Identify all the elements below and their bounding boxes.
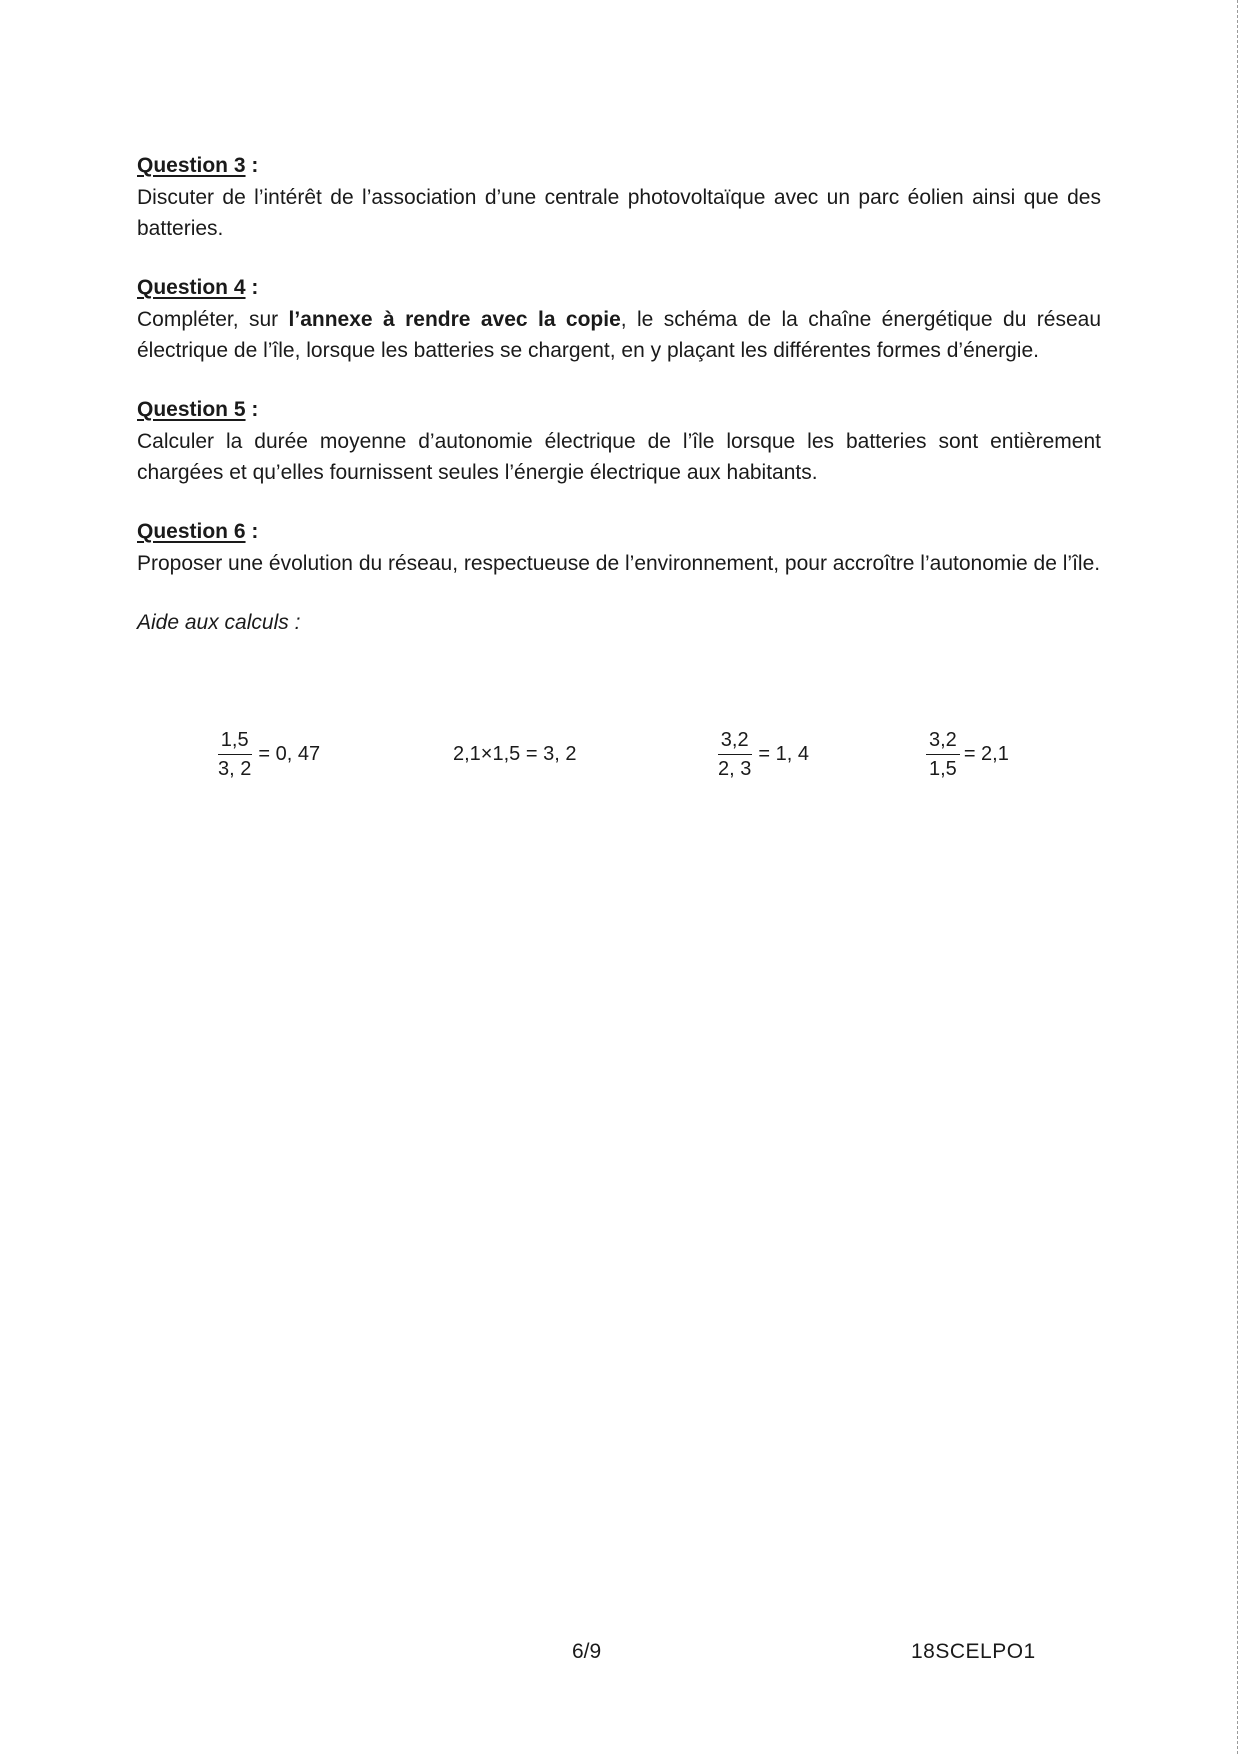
question-5-heading — [137, 396, 1101, 424]
question-6-colon: : — [245, 520, 259, 543]
calculation-4 — [926, 724, 1009, 784]
question-4-text-before: Compléter, sur — [137, 308, 289, 331]
question-6-label: Question 6 — [137, 520, 246, 543]
question-4-text-bold: l’annexe à rendre avec la copie — [288, 308, 621, 331]
calculation-4-result: = 2,1 — [963, 742, 1009, 765]
fraction-4 — [926, 728, 960, 781]
question-3-heading — [137, 152, 1101, 180]
question-3 — [137, 152, 1101, 244]
question-5 — [137, 396, 1101, 488]
question-4-label: Question 4 — [137, 276, 246, 299]
page-number: 6/9 — [572, 1640, 602, 1663]
question-5-text: Calculer la durée moyenne d’autonomie électrique de l’île lorsque les batteries sont entièrement chargées et qu’elles fournissent seules l’énergie électrique aux habitants. — [137, 430, 1101, 484]
fraction-4-denominator: 1,5 — [929, 757, 957, 780]
question-6-text: Proposer une évolution du réseau, respectueuse de l’environnement, pour accroître l’autonomie de l’île. — [137, 552, 1101, 575]
question-4-colon: : — [245, 276, 259, 299]
calculation-3-result: = 1, 4 — [758, 742, 809, 765]
calculation-1 — [215, 724, 320, 784]
fraction-1 — [215, 728, 254, 781]
calculation-2-expression: 2,1×1,5 = 3, 2 — [453, 742, 577, 765]
question-5-colon: : — [245, 398, 259, 421]
question-3-colon: : — [245, 154, 259, 177]
question-6 — [137, 518, 1101, 579]
calculation-2 — [453, 724, 576, 784]
calculation-aid-row — [137, 724, 1101, 784]
fraction-4-numerator: 3,2 — [926, 728, 960, 755]
question-5-label: Question 5 — [137, 398, 246, 421]
fraction-3-denominator: 2, 3 — [718, 757, 752, 780]
calculation-aid-heading: Aide aux calculs : — [137, 611, 301, 634]
fraction-1-numerator: 1,5 — [218, 728, 252, 755]
calculation-1-result: = 0, 47 — [258, 742, 321, 765]
questions-section — [137, 152, 1101, 637]
question-6-heading — [137, 518, 1101, 546]
question-4 — [137, 274, 1101, 366]
question-4-text-after: , le schéma de la chaîne énergétique du réseau électrique de l’île, lorsque les batteries se chargent, en y plaçant les différentes formes d’énergie. — [137, 308, 1102, 362]
exam-code: 18SCELPO1 — [911, 1640, 1036, 1663]
question-4-text — [137, 304, 1101, 366]
question-3-text: Discuter de l’intérêt de l’association d’une centrale photovoltaïque avec un parc éolien ainsi que des batteries. — [137, 186, 1101, 240]
fraction-3-numerator: 3,2 — [718, 728, 752, 755]
question-3-label: Question 3 — [137, 154, 246, 177]
question-4-heading — [137, 274, 1101, 302]
fraction-3 — [715, 728, 754, 781]
calculation-3 — [715, 724, 809, 784]
fraction-1-denominator: 3, 2 — [218, 757, 252, 780]
